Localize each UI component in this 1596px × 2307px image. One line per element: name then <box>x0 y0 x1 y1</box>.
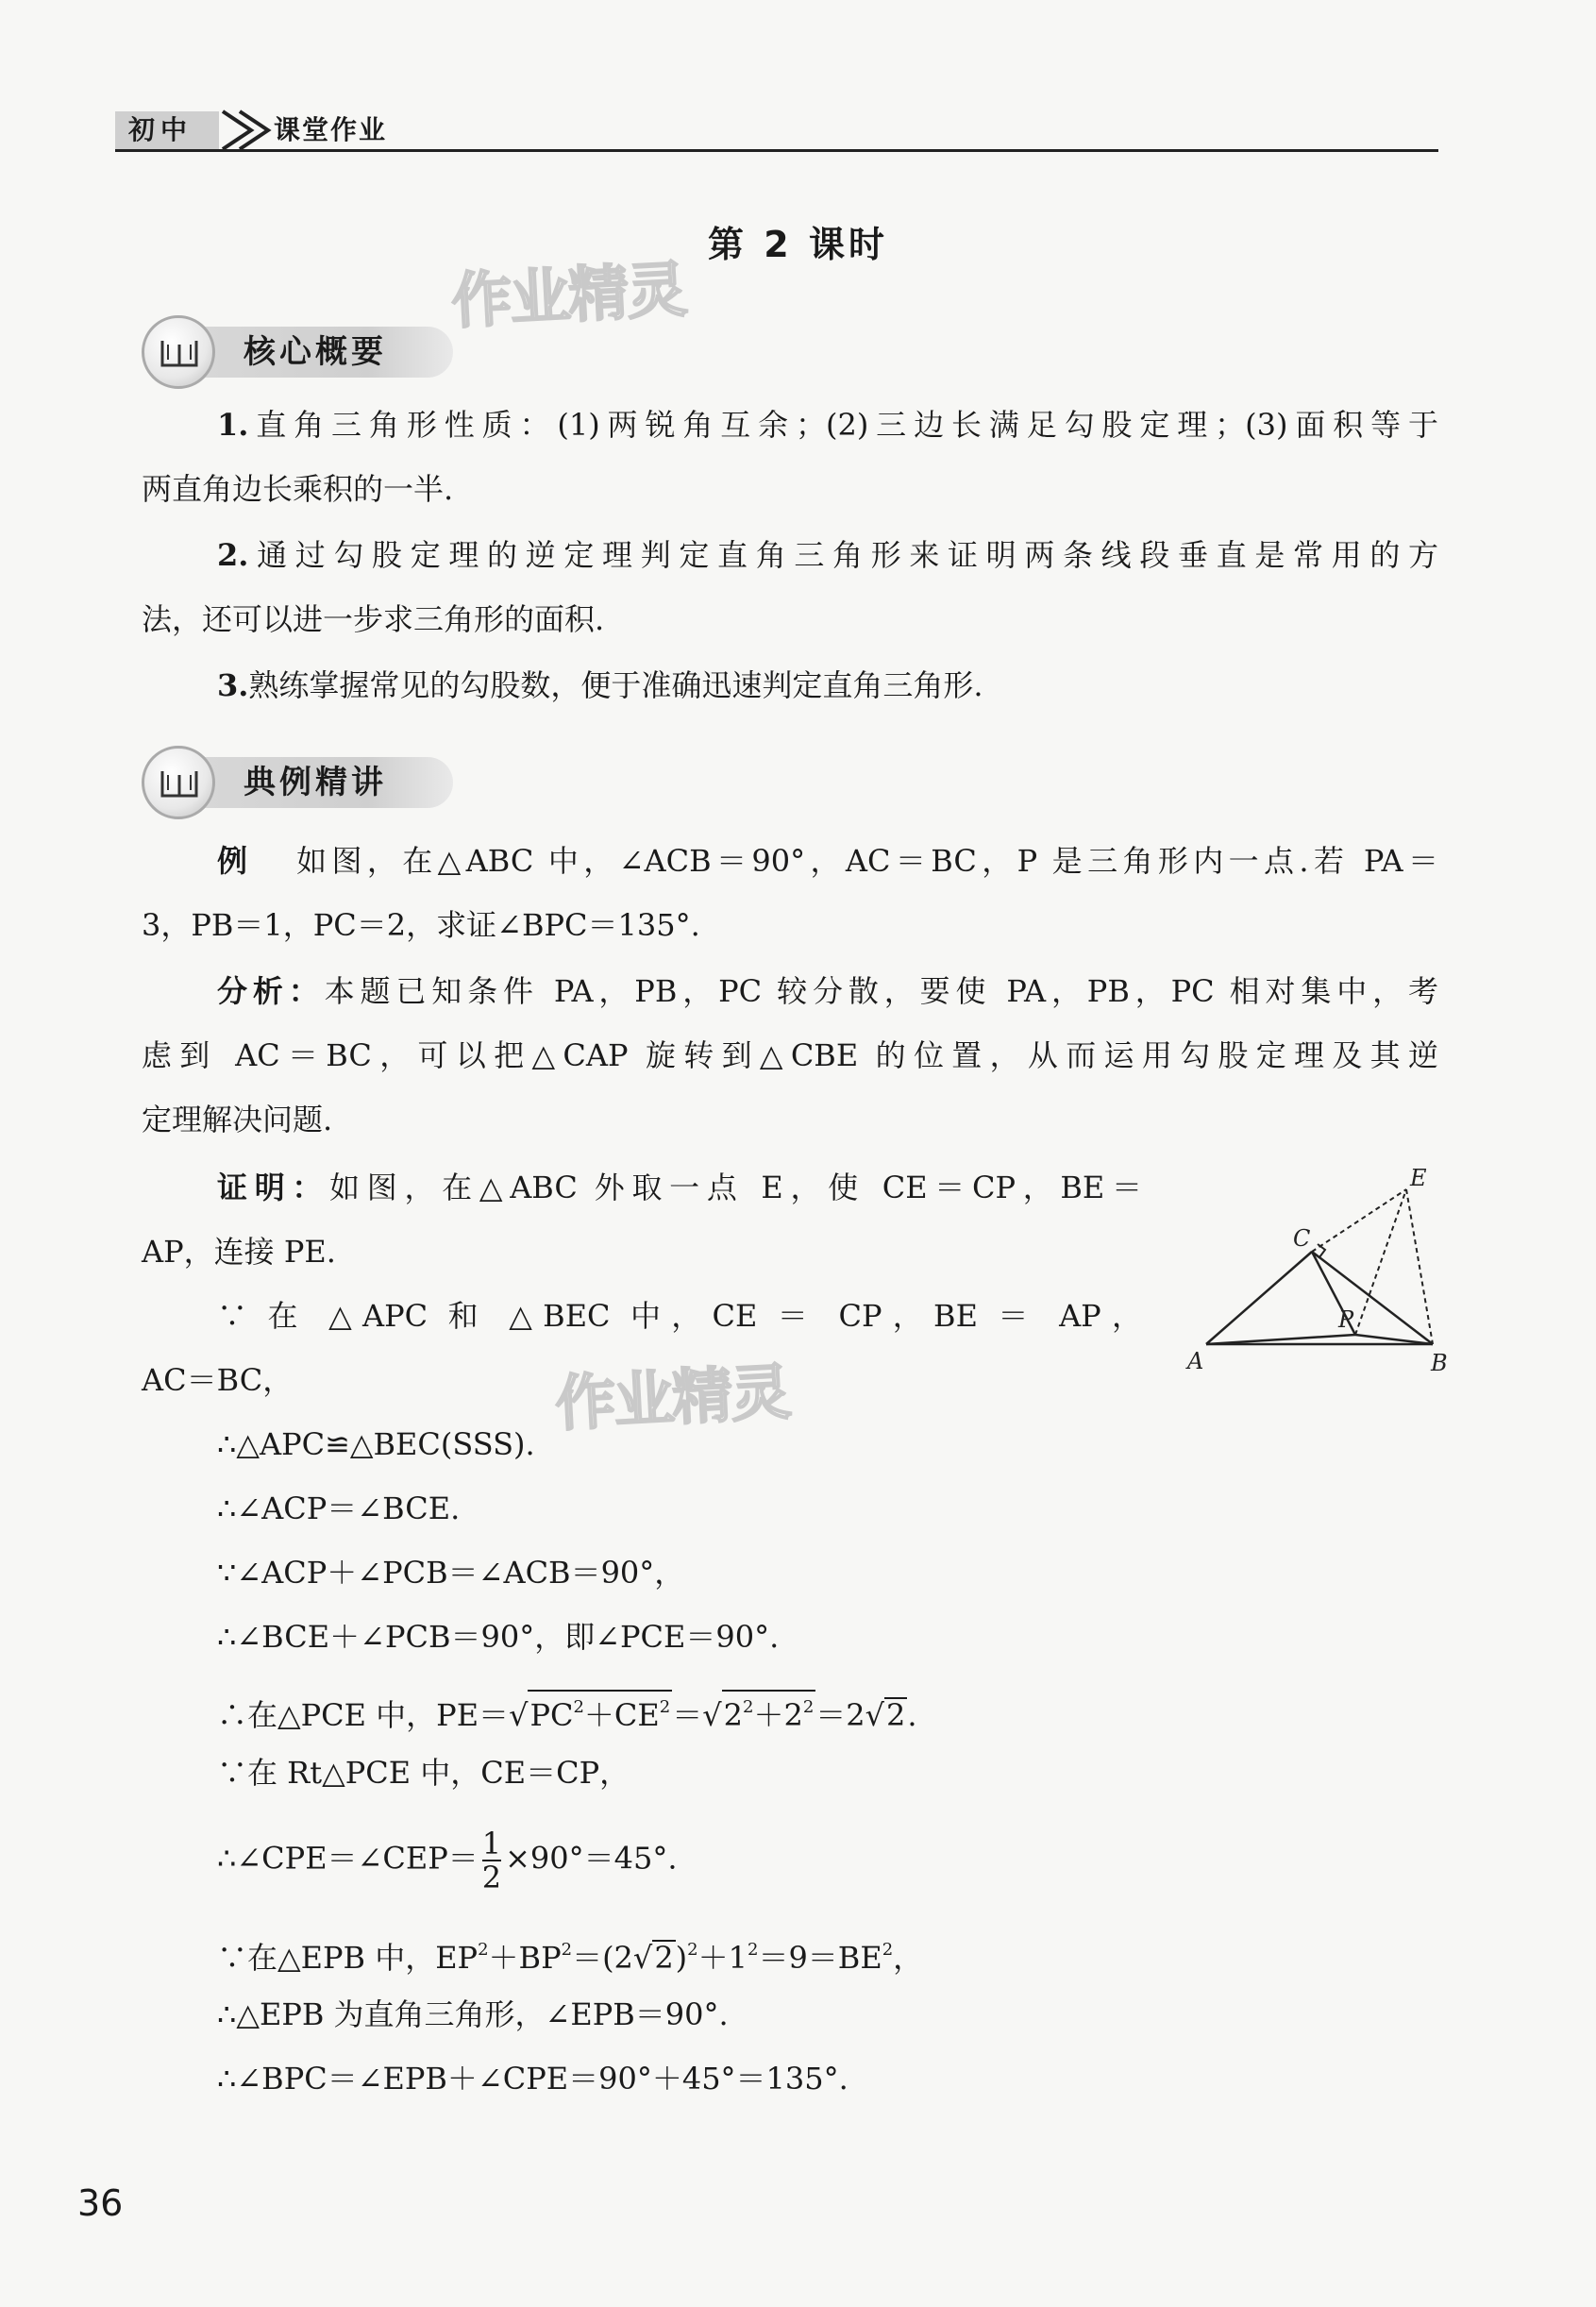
header-text: 课堂作业 <box>274 114 388 145</box>
segment-eb <box>1406 1189 1433 1344</box>
proof-step-rt: ∵在 Rt△PCE 中，CE＝CP， <box>217 1755 630 1791</box>
header-rule <box>115 149 1438 152</box>
proof-step-angle: ∴∠CPE＝∠CEP＝ $\frac{1}{2}$ ×90°＝45°. <box>217 1826 678 1895</box>
book-icon <box>160 337 199 371</box>
core-item-2-line2: 法，还可以进一步求三角形的面积. <box>142 601 605 637</box>
section-example-label: 典例精讲 <box>244 764 387 801</box>
section-core-header <box>142 312 453 387</box>
analysis-line3: 定理解决问题. <box>142 1102 333 1137</box>
watermark: 作业精灵 <box>553 1357 792 1440</box>
proof-step: ∴∠BCE＋∠PCB＝90°，即∠PCE＝90°. <box>217 1619 780 1655</box>
proof-step: ∴∠BPC＝∠EPB＋∠CPE＝90°＋45°＝135°. <box>217 2061 848 2097</box>
core-item-1-line2: 两直角边长乘积的一半. <box>142 471 454 507</box>
core-item-3: 3.熟练掌握常见的勾股数，便于准确迅速判定直角三角形. <box>217 667 983 703</box>
analysis-line2: 虑到 AC＝BC，可以把△CAP 旋转到△CBE 的位置，从而运用勾股定理及其逆 <box>142 1037 1438 1073</box>
segment-pe <box>1355 1189 1406 1335</box>
label-b: B <box>1431 1350 1448 1376</box>
proof-step: ∴△EPB 为直角三角形，∠EPB＝90°. <box>217 1996 729 2032</box>
triangle-figure <box>1170 1161 1453 1388</box>
proof-step: ∵∠ACP＋∠PCB＝∠ACB＝90°， <box>217 1555 685 1591</box>
page-title: 第 2 课时 <box>708 224 888 265</box>
fraction: $\frac{1}{2}$ <box>481 1826 502 1895</box>
section-core-label: 核心概要 <box>244 333 387 371</box>
watermark: 作业精灵 <box>449 255 688 338</box>
core-item-2-line1: 2.通过勾股定理的逆定理判定直角三角形来证明两条线段垂直是常用的方 <box>217 537 1438 573</box>
segment-ce <box>1312 1189 1406 1252</box>
example-line2: 3，PB＝1，PC＝2，求证∠BPC＝135°. <box>142 907 700 943</box>
book-icon <box>160 767 199 801</box>
proof-line1: 证明：如图，在△ABC 外取一点 E，使 CE＝CP，BE＝ <box>217 1170 1142 1205</box>
page-header <box>115 109 1438 151</box>
proof-line2: AP，连接 PE. <box>142 1234 336 1270</box>
proof-step: ∴△APC≌△BEC(SSS). <box>217 1426 535 1462</box>
segment-ap <box>1206 1335 1355 1344</box>
page-number: 36 <box>77 2182 124 2224</box>
core-item-1-line1: 1.直角三角形性质：(1)两锐角互余；(2)三边长满足勾股定理；(3)面积等于 <box>217 407 1438 443</box>
label-p: P <box>1338 1306 1354 1333</box>
analysis-line1: 分析：本题已知条件 PA，PB，PC 较分散，要使 PA，PB，PC 相对集中，考 <box>217 973 1438 1009</box>
proof-step-pe: ∴在△PCE 中，$PE=√PC^2+CE^2=√2^2+2^2=2√2$. <box>217 1690 917 1734</box>
label-a: A <box>1187 1348 1204 1374</box>
segment-cb <box>1312 1252 1433 1344</box>
section-example-header <box>142 742 453 817</box>
segment-ac <box>1206 1252 1312 1344</box>
proof-line4: AC＝BC， <box>142 1362 294 1398</box>
proof-line3: ∵ 在 △APC 和 △BEC 中，CE ＝ CP，BE ＝ AP， <box>217 1298 1142 1334</box>
header-badge: 初中 <box>115 111 219 149</box>
label-c: C <box>1293 1225 1311 1252</box>
label-e: E <box>1410 1165 1427 1191</box>
proof-step: ∴∠ACP＝∠BCE. <box>217 1490 461 1526</box>
proof-step-epb: ∵在△EPB 中，$EP^2+BP^2=(2√2)^2+1^2=9=BE^2$， <box>217 1940 924 1976</box>
example-line1: 例 如图，在△ABC 中，∠ACB＝90°，AC＝BC，P 是三角形内一点.若 PA＝ <box>217 843 1438 879</box>
